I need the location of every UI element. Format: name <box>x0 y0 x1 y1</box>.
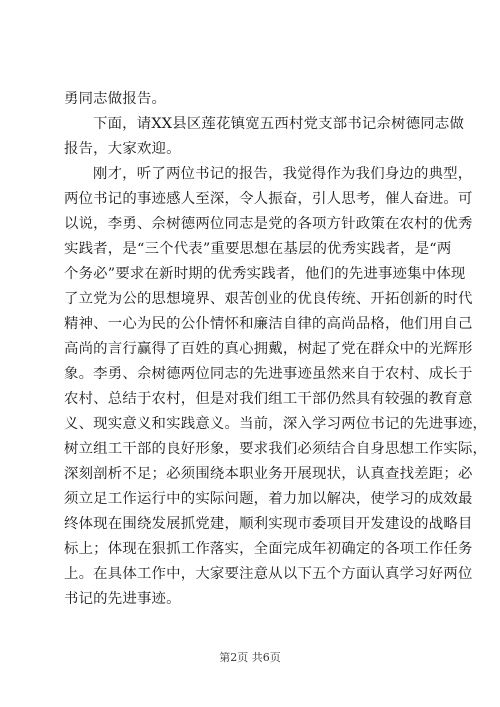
text-line: 深刻剖析不足；必须围绕本职业务开展现状，认真查找差距；必 <box>64 466 473 482</box>
text-line: 树立组工干部的良好形象，要求我们必须结合自身思想工作实际， <box>64 441 488 457</box>
page-number-footer: 第2页 共6页 <box>219 651 281 664</box>
text-line: 下面，请XX县区莲花镇宽五西村党支部书记佘树德同志做 <box>93 116 465 132</box>
text-line: 报告，大家欢迎。 <box>64 141 181 157</box>
text-line: 精神、一心为民的公仆情怀和廉洁自律的高尚品格，他们用自己 <box>64 316 473 332</box>
text-line: 须立足工作运行中的实际问题，着力加以解决，使学习的成效最 <box>64 491 473 507</box>
text-line: 标上；体现在狠抓工作落实，全面完成年初确定的各项工作任务 <box>64 541 473 557</box>
text-line: 了立党为公的思想境界、艰苦创业的优良传统、开拓创新的时代 <box>64 291 473 307</box>
text-line: 刚才，听了两位书记的报告，我觉得作为我们身边的典型， <box>93 166 473 182</box>
text-line: 上。在具体工作中，大家要注意从以下五个方面认真学习好两位 <box>64 566 473 582</box>
text-line: 勇同志做报告。 <box>64 91 167 107</box>
text-line: 个务必”要求在新时期的优秀实践者，他们的先进事迹集中体现 <box>64 266 466 282</box>
text-line: 以说，李勇、佘树德两位同志是党的各项方针政策在农村的优秀 <box>64 216 473 232</box>
text-line: 义、现实意义和实践意义。当前，深入学习两位书记的先进事迹， <box>64 416 488 432</box>
text-line: 两位书记的事迹感人至深，令人振奋，引人思考，催人奋进。可 <box>64 191 473 207</box>
text-line: 高尚的言行赢得了百姓的真心拥戴，树起了党在群众中的光辉形 <box>64 341 473 357</box>
text-line: 书记的先进事迹。 <box>64 591 181 607</box>
text-line: 象。李勇、佘树德两位同志的先进事迹虽然来自于农村、成长于 <box>64 366 473 382</box>
document-body <box>64 87 488 612</box>
text-line: 实践者，是“三个代表”重要思想在基层的优秀实践者，是“两 <box>64 241 452 257</box>
text-line: 农村、总结于农村，但是对我们组工干部仍然具有较强的教育意 <box>64 391 473 407</box>
text-line: 终体现在围绕发展抓党建，顺利实现市委项目开发建设的战略目 <box>64 516 473 532</box>
